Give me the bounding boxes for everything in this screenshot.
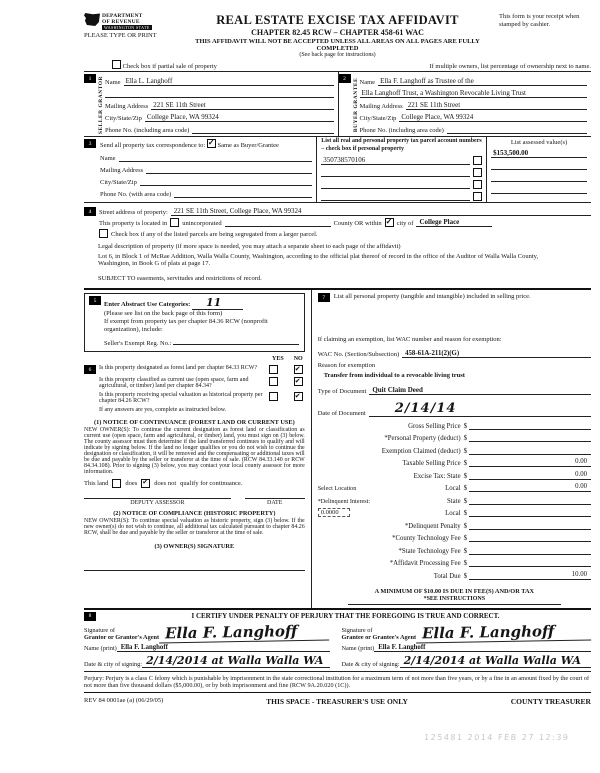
unincorporated-checkbox	[170, 218, 179, 227]
affidavit-processing-fee-value	[469, 558, 591, 567]
q1-no-checkbox	[294, 365, 303, 374]
exemption-claim-label: If claiming an exemption, list WAC number and reason for exemption:	[317, 336, 502, 344]
agency-name-line2: OF REVENUE	[102, 19, 140, 26]
corr-name-value	[119, 153, 313, 162]
seller-phone-label: Phone No. (including area code)	[105, 127, 190, 134]
grantor-print-name: Ella F. Langhoff	[117, 644, 330, 652]
section-1-tab: 1	[84, 74, 96, 83]
form-title: REAL ESTATE EXCISE TAX AFFIDAVIT	[216, 13, 459, 27]
county-or-label: County OR within	[333, 220, 382, 228]
grantee-date-value: 2/14/2014 at Walla Walla WA	[400, 654, 591, 668]
date-line: DATE	[245, 498, 305, 506]
property-section	[84, 203, 591, 290]
abstract-use-value: 11	[192, 296, 243, 310]
grantor-signature: Ella F. Langhoff	[159, 621, 330, 643]
send-correspondence-label: Send all property tax correspondence to:	[100, 142, 206, 150]
instructions-note: (See back page for instructions)	[299, 52, 376, 58]
exempt-note: If exempt from property tax per chapter 84.36 RCW (nonprofit organization), include:	[104, 317, 268, 334]
perjury-paragraph: Perjury: Perjury is a class C felony which is punishable by imprisonment in the state correctional institution for a maximum term of not more than five years, or by a fine in an amount fixed by the court of not more than five thousand dollars ($5,000.00), or by both imprisonment and fine (RCW 9A.20.020 (1C)).	[84, 672, 591, 693]
form-footer	[84, 697, 591, 706]
qualify-label: qualify for continuance.	[180, 479, 243, 487]
corr-csz-value	[140, 177, 312, 186]
receipt-note: This form is your receipt when stamped by cashier.	[499, 13, 580, 29]
seller-address-value: 221 SE 11th Street	[151, 101, 333, 110]
grantee-print-label: Name (print)	[341, 644, 375, 652]
assessed-value-blank	[491, 185, 587, 194]
grantor-date-value: 2/14/2014 at Walla Walla WA	[142, 654, 329, 668]
q2-yes-checkbox	[269, 377, 278, 386]
buyer-name-value: Ella F. Langhoff as Trustee of the	[378, 77, 587, 86]
assessed-values-header: List assessed value(s)	[510, 139, 568, 147]
no-column-header: NO	[293, 356, 303, 363]
notice-continuance-title: (1) NOTICE OF CONTINUANCE (FOREST LAND OR CURRENT USE)	[93, 418, 295, 426]
county-technology-fee-value	[469, 533, 591, 542]
left-column	[84, 290, 312, 608]
minimum-fee-note: A MINIMUM OF $10.00 IS DUE IN FEE(S) AND/OR TAX	[374, 587, 535, 595]
corr-address-label: Mailing Address	[100, 167, 144, 175]
state-technology-fee-label: *State Technology Fee	[398, 547, 461, 555]
reason-exemption-value: Transfer from individual to a revocable living trust	[323, 372, 465, 380]
parcel-numbers-header: List all real and personal property tax parcel account numbers – check box if personal property	[321, 138, 482, 152]
if-yes-note: If any answers are yes, complete as instructed below.	[99, 407, 227, 414]
section-4-tab: 4	[84, 207, 96, 216]
total-due-value: 10.00	[469, 571, 591, 580]
notice-compliance-title: (2) NOTICE OF COMPLIANCE (HISTORIC PROPERTY)	[113, 509, 276, 517]
does-label: does	[125, 479, 138, 487]
grantee-signature: Ella F. Langhoff	[416, 621, 591, 643]
street-address-value: 221 SE 11th Street, College Place, WA 99324	[171, 207, 591, 216]
accept-note: THIS AFFIDAVIT WILL NOT BE ACCEPTED UNLESS ALL AREAS ON ALL PAGES ARE FULLY COMPLETED	[195, 38, 480, 52]
partial-sale-row	[84, 58, 591, 72]
grantor-print-label: Name (print)	[84, 644, 117, 652]
taxable-selling-price-value: 0.00	[469, 458, 591, 467]
cashier-timestamp-stamp: 125481 2014 FEB 27 12:39	[423, 733, 570, 742]
q2-no-checkbox	[294, 377, 303, 386]
notice-continuance-body: NEW OWNER(S): To continue the current designation as forest land or classification as current use (open space, farm and agricultural, or timber) land, you must sign on (3) below. The county assessor must then determine if the land transferred continues to qualify and will indicate by signing below. If the land no longer qualifies or you do not wish to continue the designation or classification, it will be removed and the compensating or additional taxes will be due and payable by the seller or transferor at the time of sale. (RCW 84.33.140 or RCW 84.34.108). Prior to signing (3) below, you may contact your local county assessor for more information.	[84, 426, 305, 475]
personal-property-deduct-value	[469, 433, 591, 442]
section-6-tab: 6	[84, 365, 96, 374]
corr-csz-label: City/State/Zip	[100, 179, 137, 187]
grantee-sig-label2: Grantee or Grantee's Agent	[341, 634, 417, 642]
multiple-owners-note: If multiple owners, list percentage of ownership next to name.	[429, 63, 591, 70]
dor-logo	[84, 13, 176, 39]
county-technology-fee-label: *County Technology Fee	[392, 535, 461, 543]
parcel-numbers-column	[317, 137, 487, 202]
personal-property-checkbox-1	[473, 156, 482, 165]
date-of-document-label: Date of Document	[317, 410, 366, 418]
segregated-checkbox	[99, 229, 108, 238]
delinquent-interest-state-value	[469, 496, 591, 505]
buyer-csz-value: College Place, WA 99324	[399, 113, 587, 122]
assessed-value-blank	[491, 161, 587, 170]
exempt-reg-value	[173, 336, 299, 345]
subject-to-note: SUBJECT TO easements, servitudes and restrictions of record.	[98, 275, 262, 283]
excise-tax-local-value: 0.00	[469, 483, 591, 492]
delinquent-interest-local-label: Local	[445, 510, 461, 518]
abstract-use-label: Enter Abstract Use Categories:	[104, 301, 191, 309]
abstract-use-section	[84, 293, 305, 352]
buyer-phone-value	[447, 125, 587, 134]
grantee-date-label: Date & city of signing:	[341, 660, 400, 668]
grantee-sig-label1: Signature of	[341, 626, 373, 634]
question-historical: Is this property receiving special valuation as historical property per chapter 84.26 RCW?	[99, 392, 263, 405]
question-current-use: Is this property classified as current use (open space, farm and agricultural, or timber) land per chapter 84.34?	[99, 377, 249, 390]
corr-name-label: Name	[100, 155, 116, 163]
seller-name2-value	[105, 89, 333, 98]
assessed-value-blank	[491, 173, 587, 182]
exemption-claimed-label: Exemption Claimed (deduct)	[381, 447, 461, 455]
washington-state-icon	[84, 13, 100, 26]
agency-name-line3: WASHINGTON STATE	[104, 25, 150, 31]
exemption-claimed-value	[469, 446, 591, 455]
buyer-address-label: Mailing Address	[359, 103, 403, 110]
grantor-sig-label2: Grantor or Grantor's Agent	[84, 634, 160, 642]
form-header	[84, 13, 591, 58]
q3-yes-checkbox	[269, 392, 278, 401]
seller-name-value: Ella L. Langhoff	[124, 77, 334, 86]
section-8-tab: 8	[84, 612, 96, 621]
personal-property-deduct-label: *Personal Property (deduct)	[384, 435, 461, 443]
partial-sale-checkbox	[112, 60, 121, 69]
gross-selling-price-label: Gross Selling Price	[408, 422, 461, 430]
grantor-date-label: Date & city of signing:	[84, 660, 143, 668]
assessed-values-column	[487, 137, 591, 202]
corr-phone-label: Phone No. (with area code)	[100, 191, 172, 199]
gross-selling-price-value	[469, 421, 591, 430]
segregated-label: Check box if any of the listed parcels are being segregated from a larger parcel.	[111, 231, 318, 239]
city-of-label: city of	[396, 220, 414, 228]
same-as-buyer-checkbox	[207, 139, 216, 148]
grantee-print-name: Ella F. Langhoff	[374, 644, 591, 652]
delinquent-interest-local-value	[469, 508, 591, 517]
section-5-tab: 5	[89, 296, 101, 305]
seller-address-label: Mailing Address	[105, 103, 149, 110]
located-in-label: This property is located in	[99, 220, 168, 228]
select-location-label: Select Location	[317, 485, 357, 493]
city-value: College Place	[416, 218, 492, 227]
form-subtitle: CHAPTER 82.45 RCW – CHAPTER 458-61 WAC	[251, 28, 424, 37]
delinquent-penalty-value	[469, 521, 591, 530]
owner-signature-line	[84, 556, 305, 571]
state-technology-fee-value	[469, 546, 591, 555]
grantor-sig-label1: Signature of	[84, 626, 115, 634]
personal-property-checkbox-4	[473, 192, 482, 201]
personal-property-header: List all personal property (tangible and intangible) included in selling price.	[333, 293, 531, 301]
parcel-number-value: 350738570106	[321, 156, 470, 165]
right-column	[312, 290, 591, 608]
wac-number-value: 458-61A-211(2)(G)	[402, 350, 591, 358]
does-checkbox	[112, 479, 121, 488]
seller-name-label: Name	[105, 79, 121, 86]
seller-csz-label: City/State/Zip	[105, 115, 142, 122]
notice-compliance-body: NEW OWNER(S): To continue special valuation as historic property, sign (3) below. If the new owner(s) do not wish to continue, all additional tax calculated pursuant to chapter 84.26 RCW, shall be due and payable by the seller or transferor at the time of sale.	[84, 517, 305, 536]
street-address-label: Street address of property:	[99, 209, 168, 217]
this-land-label: This land	[84, 479, 109, 487]
personal-property-checkbox-2	[473, 168, 482, 177]
buyer-phone-label: Phone No. (including area code)	[359, 127, 444, 134]
total-due-label: Total Due	[433, 572, 461, 580]
tax-correspondence-section	[84, 137, 317, 202]
seller-csz-value: College Place, WA 99324	[145, 113, 334, 122]
seller-phone-value	[192, 125, 333, 134]
seller-grantor-side-label: SELLER GRANTOR	[98, 76, 104, 135]
corr-phone-value	[174, 189, 312, 198]
seller-section	[84, 72, 338, 136]
agency-name-line1: DEPARTMENT	[102, 13, 143, 19]
buyer-address-value: 221 SE 11th Street	[406, 101, 587, 110]
grantor-signature-block	[84, 623, 338, 668]
legal-description-body: Lot 6, in Block 1 of McRae Addition, Walla Walla County, Washington, according to the official plat thereof of record in the office of the Auditor of Walla Walla County, Washington, in Book G of plats at page 17.	[98, 253, 539, 268]
affidavit-processing-fee-label: *Affidavit Processing Fee	[389, 560, 461, 568]
date-of-document-value: 2/14/14	[394, 401, 457, 417]
exempt-reg-label: Seller's Exempt Reg. No.:	[104, 340, 172, 348]
city-checkbox	[385, 218, 394, 227]
county-treasurer-label: COUNTY TREASURER	[510, 696, 591, 706]
location-code-box: 0.0000	[318, 508, 350, 517]
q3-no-checkbox	[294, 392, 303, 401]
see-list-note: (Please see list on the back page of this form)	[104, 309, 223, 317]
personal-property-checkbox-3	[473, 180, 482, 189]
buyer-grantee-side-label: BUYER GRANTEE	[352, 77, 359, 133]
money-table: Gross Selling Price $ *Personal Property (deduct) $ Exemption Claimed (deduct) $ Taxable Selling Price $ 0.00 Excise Tax: State $ 0.00 Select Location Local $ 0.00 *Delinquent Interest: State $ 0.0000 Local $ *Delinquent Penalty $ *County Technology Fee $ *State Technology Fee $ *Affidavit Processing Fee $ Total Due $ 10.00	[318, 421, 591, 580]
legal-description-label: Legal description of property (if more space is needed, you may attach a separate sheet to each page of the affidavit)	[98, 243, 401, 251]
certify-statement: I CERTIFY UNDER PENALTY OF PERJURY THAT THE FOREGOING IS TRUE AND CORRECT.	[191, 611, 500, 620]
section-7-tab: 7	[318, 293, 330, 302]
buyer-name-label: Name	[359, 79, 376, 86]
parcel-number-blank	[321, 168, 470, 177]
unincorporated-label: unincorporated	[182, 220, 222, 228]
does-not-checkbox	[141, 479, 150, 488]
owners-signature-title: (3) OWNER(S) SIGNATURE	[154, 542, 235, 550]
section-3-tab: 3	[84, 139, 96, 148]
taxable-selling-price-label: Taxable Selling Price	[402, 460, 461, 468]
excise-tax-state-label: Excise Tax: State	[413, 472, 461, 480]
parcel-number-blank	[321, 180, 470, 189]
delinquent-interest-state-label: State	[447, 497, 461, 505]
parcel-number-blank	[321, 192, 470, 201]
type-of-document-value: Quit Claim Deed	[369, 386, 591, 395]
deputy-assessor-line: DEPUTY ASSESSOR	[84, 498, 231, 506]
delinquent-interest-label: *Delinquent Interest:	[317, 497, 371, 505]
same-as-buyer-label: Same as Buyer/Grantee	[217, 142, 279, 150]
personal-property-blank-space	[318, 302, 591, 336]
certify-section	[84, 610, 591, 672]
excise-tax-local-label: Local	[445, 485, 461, 493]
classification-questions-section	[84, 356, 305, 571]
q1-yes-checkbox	[269, 365, 278, 374]
please-type-note: PLEASE TYPE OR PRINT	[84, 32, 157, 40]
reason-exemption-label: Reason for exemption	[317, 362, 376, 370]
does-not-label: does not	[154, 479, 177, 487]
wac-number-label: WAC No. (Section/Subsection)	[317, 351, 400, 359]
treasurer-space-label: THIS SPACE - TREASURER'S USE ONLY	[266, 696, 408, 706]
section-2-tab: 2	[339, 74, 351, 83]
buyer-csz-label: City/State/Zip	[359, 115, 397, 122]
partial-sale-label: Check box if partial sale of property	[122, 63, 217, 70]
type-of-document-label: Type of Document	[317, 388, 367, 396]
corr-address-value	[146, 165, 312, 174]
buyer-section	[338, 72, 592, 136]
assessed-value: $153,500.00	[491, 149, 587, 158]
county-blank	[225, 218, 331, 227]
delinquent-penalty-label: *Delinquent Penalty	[404, 522, 461, 530]
buyer-name2-value: Ella Langhoff Trust, a Washington Revocable Living Trust	[360, 89, 587, 98]
question-forest-land: Is this property designated as forest land per chapter 84.33 RCW?	[99, 365, 258, 372]
excise-tax-state-value: 0.00	[469, 471, 591, 480]
rev-number: REV 84 0001ae (a) (06/29/05)	[84, 696, 164, 704]
grantee-signature-block	[338, 623, 592, 668]
see-instructions-note: *SEE INSTRUCTIONS	[348, 596, 561, 605]
yes-column-header: YES	[272, 356, 284, 363]
